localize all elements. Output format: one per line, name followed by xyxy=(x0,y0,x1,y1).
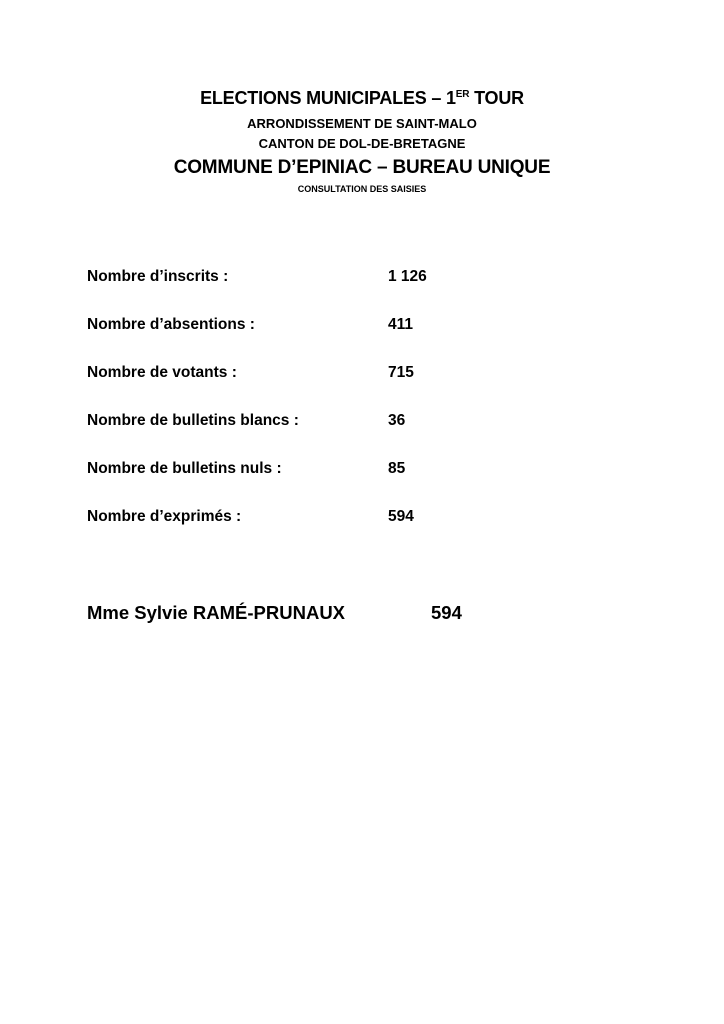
arrondissement-line: ARRONDISSEMENT DE SAINT-MALO xyxy=(247,116,477,131)
commune-line: COMMUNE D’EPINIAC – BUREAU UNIQUE xyxy=(173,157,551,178)
stat-value: 85 xyxy=(388,460,406,477)
document-title xyxy=(0,88,724,109)
stat-label: Nombre d’absentions : xyxy=(87,316,255,333)
stat-value: 411 xyxy=(388,316,414,333)
stat-value: 715 xyxy=(388,364,414,381)
stat-value: 36 xyxy=(388,412,406,429)
stat-value: 594 xyxy=(388,508,414,525)
stat-label: Nombre de bulletins nuls : xyxy=(87,460,282,477)
canton-line: CANTON DE DOL-DE-BRETAGNE xyxy=(258,136,466,151)
candidate-votes: 594 xyxy=(431,602,462,623)
stat-value: 1 126 xyxy=(388,268,427,285)
title-superscript: ER xyxy=(455,89,470,100)
title-end: TOUR xyxy=(469,88,524,108)
stat-label: Nombre de votants : xyxy=(87,364,237,381)
candidate-name: Mme Sylvie RAMÉ-PRUNAUX xyxy=(87,602,346,623)
stat-label: Nombre d’inscrits : xyxy=(87,268,229,285)
title-main: ELECTIONS MUNICIPALES – 1 xyxy=(200,88,456,108)
stat-label: Nombre de bulletins blancs : xyxy=(87,412,299,429)
stat-label: Nombre d’exprimés : xyxy=(87,508,242,525)
consultation-line: CONSULTATION DES SAISIES xyxy=(297,184,427,194)
